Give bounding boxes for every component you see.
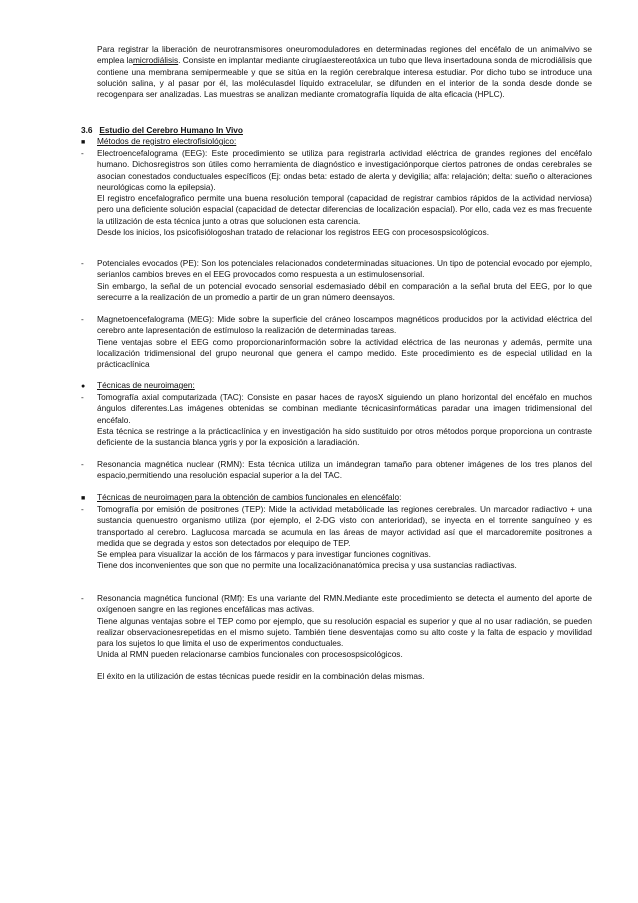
rmf-item <box>97 593 592 661</box>
tac-paragraph: Esta técnica se restringe a la prácticaclínica y en investigación ha sido sustituido por otros métodos porque proporciona un contraste deficiente de la sustancia blanca ygris y por la exposición a laradiación. <box>97 425 592 448</box>
dash-marker: - <box>81 258 84 268</box>
group2-heading: Técnicas de neuroimagen: <box>97 380 195 390</box>
group3-heading <box>97 492 592 503</box>
intro-paragraph <box>97 44 592 100</box>
conclusion-paragraph: El éxito en la utilización de estas técnicas puede residir en la combinación delas mismas. <box>97 671 425 681</box>
tep-paragraph: Tiene dos inconvenientes que son que no permite una localizaciónanatómica precisa y usa sustancias radiactivas. <box>97 560 517 571</box>
tep-paragraph: Tomografía por emisión de positrones (TEP): Mide la actividad metabólicade las regiones cerebrales. Un marcador radiactivo + una sustancia quenuestro organismo utiliza (por ejemplo, el 2-DG visto con anterioridad), se inyecta en el torrente sanguíneo y es transportado al cerebro. Laglucosa marcada se acumula en las áreas de mayor actividad así que el marcadoremite positrones a medida que se degrada y estos son detectados por elequipo de TEP. <box>97 504 592 548</box>
eeg-paragraph: Desde los inicios, los psicofisiólogoshan tratado de relacionar los registros EEG con procesospsicológicos. <box>97 227 489 238</box>
rmn-item <box>97 459 592 482</box>
dash-marker: - <box>81 593 84 603</box>
group3-heading-text: Técnicas de neuroimagen para la obtención de cambios funcionales en elencéfalo <box>97 492 400 502</box>
intro-term: microdiálisis <box>132 55 179 66</box>
meg-paragraph: Magnetoencefalograma (MEG): Mide sobre la superficie del cráneo loscampos magnéticos producidos por la actividad eléctrica del cerebro ante lapresentación de estímuloso la realización de determinadas tareas. <box>97 314 592 336</box>
tac-item <box>97 392 592 448</box>
square-bullet-icon: ■ <box>81 139 86 146</box>
dash-marker: - <box>81 459 84 469</box>
pe-paragraph: Sin embargo, la señal de un potencial evocado sensorial esdemasiado débil en comparación a la señal bruta del EEG, por lo que serecurre a la realización de un promedio a partir de un gran número deensayos. <box>97 280 592 302</box>
dash-marker: - <box>81 314 84 324</box>
tep-paragraph: Se emplea para visualizar la acción de los fármacos y para investigar funciones cognitivas. <box>97 549 431 560</box>
circle-bullet-icon: ● <box>81 383 86 390</box>
rmn-paragraph: Resonancia magnética nuclear (RMN): Esta técnica utiliza un imándegran tamaño para obtener imágenes de los tres planos del espacio,permitiendo una resolución espacial superior a la del TAC. <box>97 459 592 481</box>
tep-item <box>97 504 592 572</box>
eeg-paragraph: Electroencefalograma (EEG): Este procedimiento se utiliza para registrarla actividad eléctrica de grandes regiones del encéfalo humano. Dichosregistros son útiles como herramienta de diagnóstico e investigaciónporque ciertos patrones de ondas cerebrales se asocian conestados conductuales específicos (Ej: ondas beta: estado de alerta y devigilia; alfa: relajación; delta: sueño o alteraciones neurológicas como la epilepsia). <box>97 148 592 192</box>
eeg-paragraph: El registro encefalografico permite una buena resolución temporal (capacidad de registrar cambios rápidos de la actividad nerviosa) pero una deficiente solución espacial (capacidad de detectar diferencias de localización espacial). Por ello, cada vez es mas frecuente la utilización de esta técnica junto a otras que solucionen esta carencia. <box>97 193 592 226</box>
tac-paragraph: Tomografía axial computarizada (TAC): Consiste en pasar haces de rayosX siguiendo un plano horizontal del encéfalo en muchos ángulos diferentes.Las imágenes obtenidas se combinan mediante técnicasinformáticas paradar una imagen tridimensional del encéfalo. <box>97 392 592 425</box>
dash-marker: - <box>81 392 84 402</box>
section-title: Estudio del Cerebro Humano In Vivo <box>99 125 243 135</box>
section-number: 3.6 <box>81 125 93 135</box>
meg-paragraph: Tiene ventajas sobre el EEG como proporcionarinformación sobre la actividad eléctrica de las neuronas y además, permite una localización tridimensional del grupo neuronal que genera el campo medido. Este procedimiento es de especial utilidad en la prácticaclínica <box>97 336 592 370</box>
section-heading <box>81 125 243 136</box>
pe-item <box>97 258 592 303</box>
group1-heading: Métodos de registro electrofisiológico: <box>97 136 237 146</box>
intro-text: Para registrar la liberación de neurotransmisores oneuromoduladores en determinadas regiones del encéfalo de un animalvivo se emplea la <box>97 44 592 66</box>
dash-marker: - <box>81 504 84 514</box>
intro-text-cont: . Consiste en implantar mediante cirugíaestereotáxica un tubo que lleva insertadouna sonda de microdiálisis que contiene una membrana semipermeable y que se sitúa en la región cerebralque interesa estudiar. Por dicho tubo se introduce una solución salina, y al pasar por él, las moléculasdel líquido extracelular, se difunden en el interior de la sonda desde donde se recogenpara ser analizadas. Las muestras se analizan mediante cromatografía líquida de alta eficacia (HPLC). <box>97 55 592 100</box>
dash-marker: - <box>81 148 84 158</box>
square-bullet-icon: ■ <box>81 495 86 502</box>
eeg-item <box>97 148 592 238</box>
group3-heading-colon: : <box>399 492 402 502</box>
rmf-paragraph: Unida al RMN pueden relacionarse cambios funcionales con procesospsicológicos. <box>97 649 403 660</box>
meg-item <box>97 314 592 370</box>
rmf-paragraph: Resonancia magnética funcional (RMf): Es una variante del RMN.Mediante este procedimiento se detecta el aumento del aporte de oxígenoen sangre en las regiones encefálicas mas activas. <box>97 593 592 615</box>
pe-paragraph: Potenciales evocados (PE): Son los potenciales relacionados condeterminadas situaciones. Un tipo de potencial evocado por ejemplo, serianlos cambios breves en el EEG provocados como respuesta a un estimulosensorial. <box>97 258 592 280</box>
rmf-paragraph: Tiene algunas ventajas sobre el TEP como por ejemplo, que su resolución espacial es superior y que al no usar radiación, se pueden realizar observacionesrepetidas en el mismo sujeto. También tiene desventajas como su alto coste y la falta de espacio y movilidad para los sujetos lo que limita el uso de experimentos conductuales. <box>97 615 592 649</box>
